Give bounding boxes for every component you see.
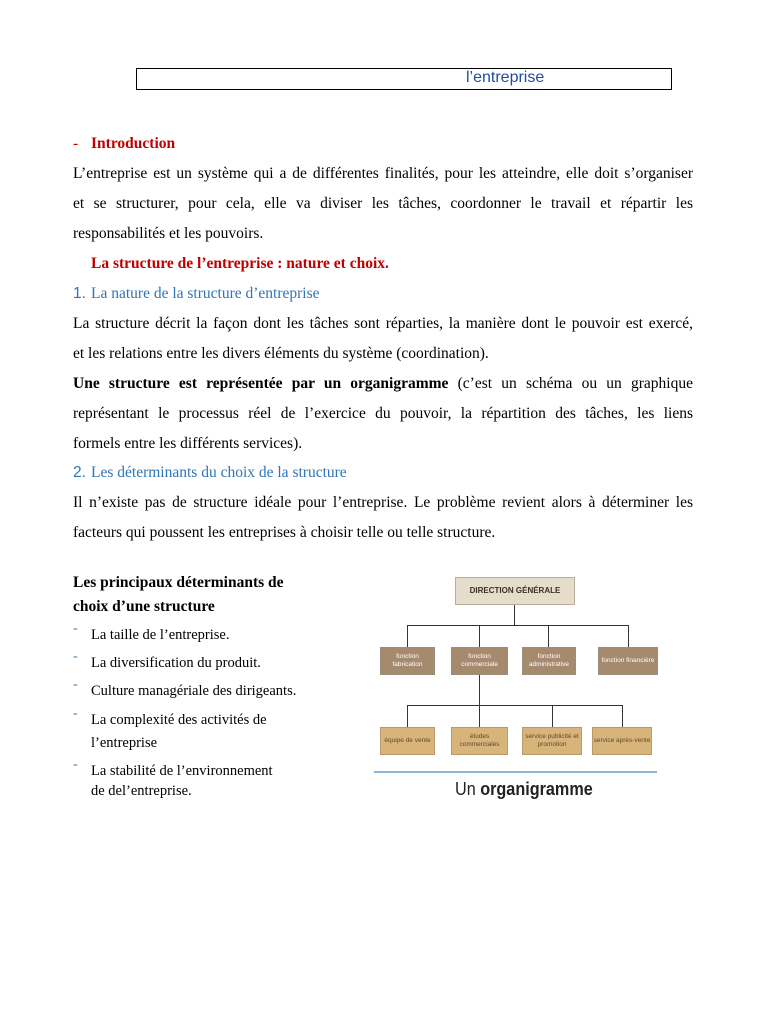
part2-heading: Les déterminants du choix de la structure [91, 464, 347, 481]
org-level2-box: service publicité et promotion [522, 727, 582, 755]
bullet-dash: - [73, 649, 78, 664]
connector [628, 625, 629, 647]
determinant-item-5: La stabilité de l’environnement [91, 763, 273, 779]
connector [407, 625, 629, 626]
part2-number: 2. [73, 464, 86, 481]
determinants-heading-2: choix d’une structure [73, 598, 215, 615]
connector [407, 625, 408, 647]
org-level1-box: fonction fabrication [380, 647, 435, 675]
connector [479, 675, 480, 705]
intro-line-3: responsabilités et les pouvoirs. [73, 225, 264, 242]
caption-prefix: Un [455, 779, 481, 799]
determinant-item-1: La taille de l’entreprise. [91, 627, 230, 643]
intro-line-2: et se structurer, pour cela, elle va diviser les tâches, coordonner le travail et répartir les [73, 195, 693, 212]
org-level1-box: fonction commerciale [451, 647, 508, 675]
intro-dash: - [73, 135, 79, 152]
org-level1-box: fonction administrative [522, 647, 576, 675]
part1-number: 1. [73, 285, 86, 302]
connector [407, 705, 623, 706]
part1-line-4: formels entre les différents services). [73, 435, 303, 452]
part1-line-2: et les relations entre les divers éléments du système (coordination). [73, 345, 489, 362]
section-title: La structure de l’entreprise : nature et choix. [91, 255, 389, 272]
connector [552, 705, 553, 727]
connector [514, 605, 515, 625]
part1-bold-line [73, 374, 693, 394]
part2-line-2: facteurs qui poussent les entreprises à choisir telle ou telle structure. [73, 524, 496, 541]
connector [548, 625, 549, 647]
connector [407, 705, 408, 727]
part1-bold-rest: (c’est un schéma ou un graphique [448, 375, 693, 392]
bullet-dash: - [73, 677, 78, 692]
part1-heading: La nature de la structure d’entreprise [91, 285, 320, 302]
part1-line-1: La structure décrit la façon dont les tâches sont réparties, la manière dont le pouvoir est exercé, [73, 315, 693, 332]
bullet-dash: - [73, 621, 78, 636]
connector [622, 705, 623, 727]
part1-bold-lead: Une structure est représentée par un organigramme [73, 375, 449, 392]
org-level2-box: études commerciales [451, 727, 508, 755]
part1-line-3: représentant le processus réel de l’exercice du pouvoir, la répartition des tâches, les liens [73, 405, 693, 422]
document-title: l’entreprise [466, 69, 545, 86]
determinant-item-4-cont: l’entreprise [91, 735, 158, 751]
caption-rule [374, 771, 657, 773]
org-level2-box: service après-vente [592, 727, 652, 755]
intro-line-1: L’entreprise est un système qui a de différentes finalités, pour les atteindre, elle doit s’organiser [73, 165, 693, 182]
title-box [136, 68, 672, 90]
determinant-item-5-cont: de del’entreprise. [91, 783, 192, 799]
org-top-box: DIRECTION GÉNÉRALE [455, 577, 575, 605]
bullet-dash: - [73, 757, 78, 772]
part2-line-1: Il n’existe pas de structure idéale pour l’entreprise. Le problème revient alors à déterminer les [73, 494, 693, 511]
determinant-item-3: Culture managériale des dirigeants. [91, 683, 297, 699]
determinant-item-4: La complexité des activités de [91, 712, 267, 728]
intro-heading: Introduction [91, 135, 176, 152]
bullet-dash: - [73, 706, 78, 721]
org-level1-box: fonction financière [598, 647, 658, 675]
determinant-item-2: La diversification du produit. [91, 655, 261, 671]
connector [479, 625, 480, 647]
org-chart-caption [455, 779, 593, 799]
connector [479, 705, 480, 727]
caption-bold: organigramme [480, 779, 593, 799]
org-level2-box: équipe de vente [380, 727, 435, 755]
determinants-heading-1: Les principaux déterminants de [73, 574, 284, 591]
